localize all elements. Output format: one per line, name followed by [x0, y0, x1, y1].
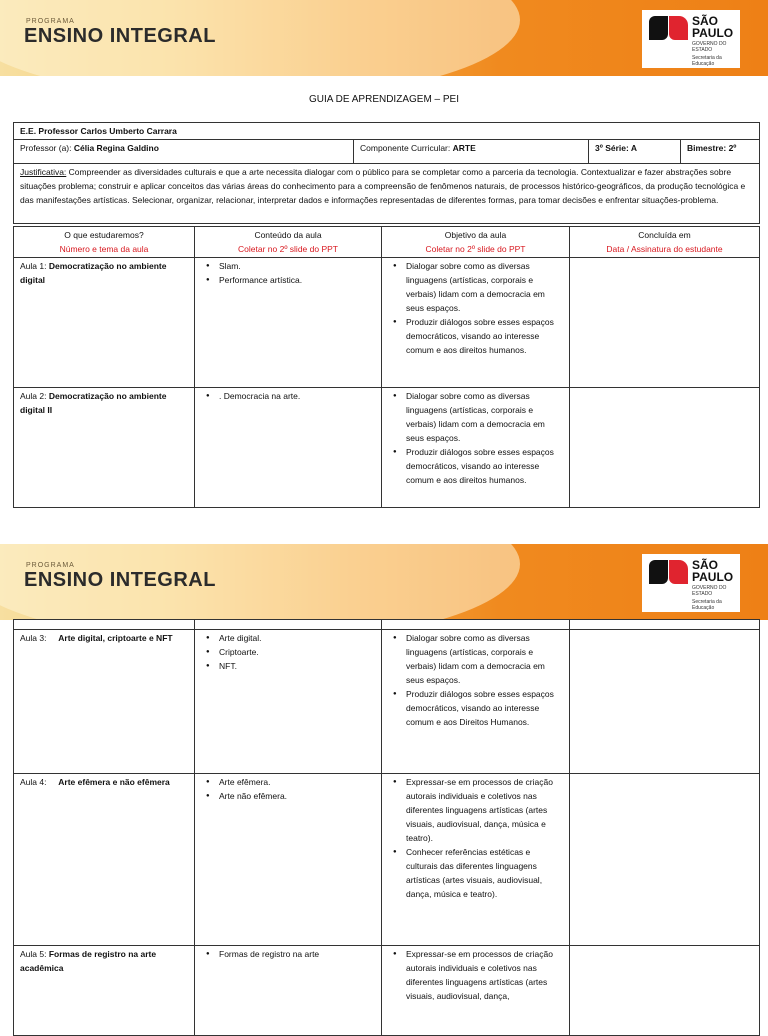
- sp-logo-icon: [649, 16, 689, 40]
- page-title: GUIA DE APRENDIZAGEM – PEI: [308, 94, 460, 105]
- program-logo: PROGRAMA ENSINO INTEGRAL: [24, 18, 216, 47]
- lesson-title: Aula 3: Arte digital, criptoarte e NFT: [14, 630, 195, 774]
- completion-cell[interactable]: [570, 946, 760, 1036]
- lesson-title: Aula 5: Formas de registro na arte acadêmica: [14, 946, 195, 1036]
- justificativa: Justificativa: Compreender as diversidades culturais e que a arte necessita dialogar com o público para se completar como a parceria da tecnologia. Contextualizar e fazer abstrações sobre situações problema; construir e aplicar conceitos das várias áreas do conhecimento para a compreensão de fenômenos naturais, de processos histórico-geográficos, da produção tecnológica e das manifestações artísticas. Selecionar, organizar, relacionar, interpretar dados e informações representadas de diferentes formas, para tomar decisões e enfrentar situações-problema.: [14, 164, 760, 224]
- completion-cell[interactable]: [570, 774, 760, 946]
- col-header-1: O que estudaremos? Número e tema da aula: [14, 227, 195, 258]
- lesson-contents: ● Arte digital. ● Criptoarte. ● NFT.: [195, 630, 382, 774]
- lesson-objectives: ● Dialogar sobre como as diversas linguagens (artísticas, corporais e verbais) lidam com a democracia em seus espaços. ● Produzir diálogos sobre esses espaços democráticos, visando ao interesse comum e aos Direitos Humanos.: [382, 630, 570, 774]
- completion-cell[interactable]: [570, 258, 760, 388]
- lesson-contents: ● Formas de registro na arte: [195, 946, 382, 1036]
- table-row: [14, 630, 760, 774]
- info-table: [13, 122, 760, 224]
- lesson-contents: ● Arte efêmera. ● Arte não efêmera.: [195, 774, 382, 946]
- bimestre-cell: Bimestre: 2º: [681, 140, 760, 164]
- sp-government-logo: SÃO PAULO GOVERNO DO ESTADO Secretaria da Educação: [642, 10, 740, 68]
- table-row: [14, 946, 760, 1036]
- table-row: [14, 388, 760, 508]
- sp-government-logo: SÃO PAULO GOVERNO DO ESTADO Secretaria da Educação: [642, 554, 740, 612]
- lesson-objectives: ● Expressar-se em processos de criação autorais individuais e coletivos nas diferentes linguagens artísticas (artes visuais, audiovisual, dança, música e teatro). ● Conhecer referências estéticas e culturais das diferentes linguagens artísticas (artes visuais, audiovisual, dança, música e teatro).: [382, 774, 570, 946]
- serie-cell: 3º Série: A: [589, 140, 681, 164]
- lessons-table-p1: [13, 226, 760, 508]
- lesson-contents: ● . Democracia na arte.: [195, 388, 382, 508]
- page-2: [0, 544, 768, 1024]
- professor-cell: Professor (a): Célia Regina Galdino: [14, 140, 354, 164]
- col-header-4: Concluída em Data / Assinatura do estudante: [570, 227, 760, 258]
- lesson-title: Aula 4: Arte efêmera e não efêmera: [14, 774, 195, 946]
- completion-cell[interactable]: [570, 630, 760, 774]
- lesson-contents: ● Slam. ● Performance artística.: [195, 258, 382, 388]
- lesson-title: Aula 2: Democratização no ambiente digital II: [14, 388, 195, 508]
- lesson-objectives: ● Dialogar sobre como as diversas linguagens (artísticas, corporais e verbais) lidam com a democracia em seus espaços. ● Produzir diálogos sobre esses espaços democráticos, visando ao interesse comum e aos direitos humanos.: [382, 258, 570, 388]
- table-row: [14, 774, 760, 946]
- header-banner: [0, 0, 768, 76]
- page-1: [0, 0, 768, 516]
- sp-logo-icon: [649, 560, 689, 584]
- lessons-table-p2: [13, 619, 760, 1036]
- table-row: [14, 258, 760, 388]
- school-name: E.E. Professor Carlos Umberto Carrara: [14, 123, 760, 140]
- col-header-3: Objetivo da aula Coletar no 2º slide do PPT: [382, 227, 570, 258]
- header-banner: [0, 544, 768, 620]
- lesson-objectives: ● Dialogar sobre como as diversas linguagens (artísticas, corporais e verbais) lidam com a democracia em seus espaços. ● Produzir diálogos sobre esses espaços democráticos, visando ao interesse comum e aos direitos humanos.: [382, 388, 570, 508]
- lesson-title: Aula 1: Democratização no ambiente digital: [14, 258, 195, 388]
- col-header-2: Conteúdo da aula Coletar no 2º slide do PPT: [195, 227, 382, 258]
- completion-cell[interactable]: [570, 388, 760, 508]
- lesson-objectives: ● Expressar-se em processos de criação autorais individuais e coletivos nas diferentes linguagens artísticas (artes visuais, audiovisual, dança,: [382, 946, 570, 1036]
- componente-cell: Componente Curricular: ARTE: [354, 140, 589, 164]
- program-logo: PROGRAMA ENSINO INTEGRAL: [24, 562, 216, 591]
